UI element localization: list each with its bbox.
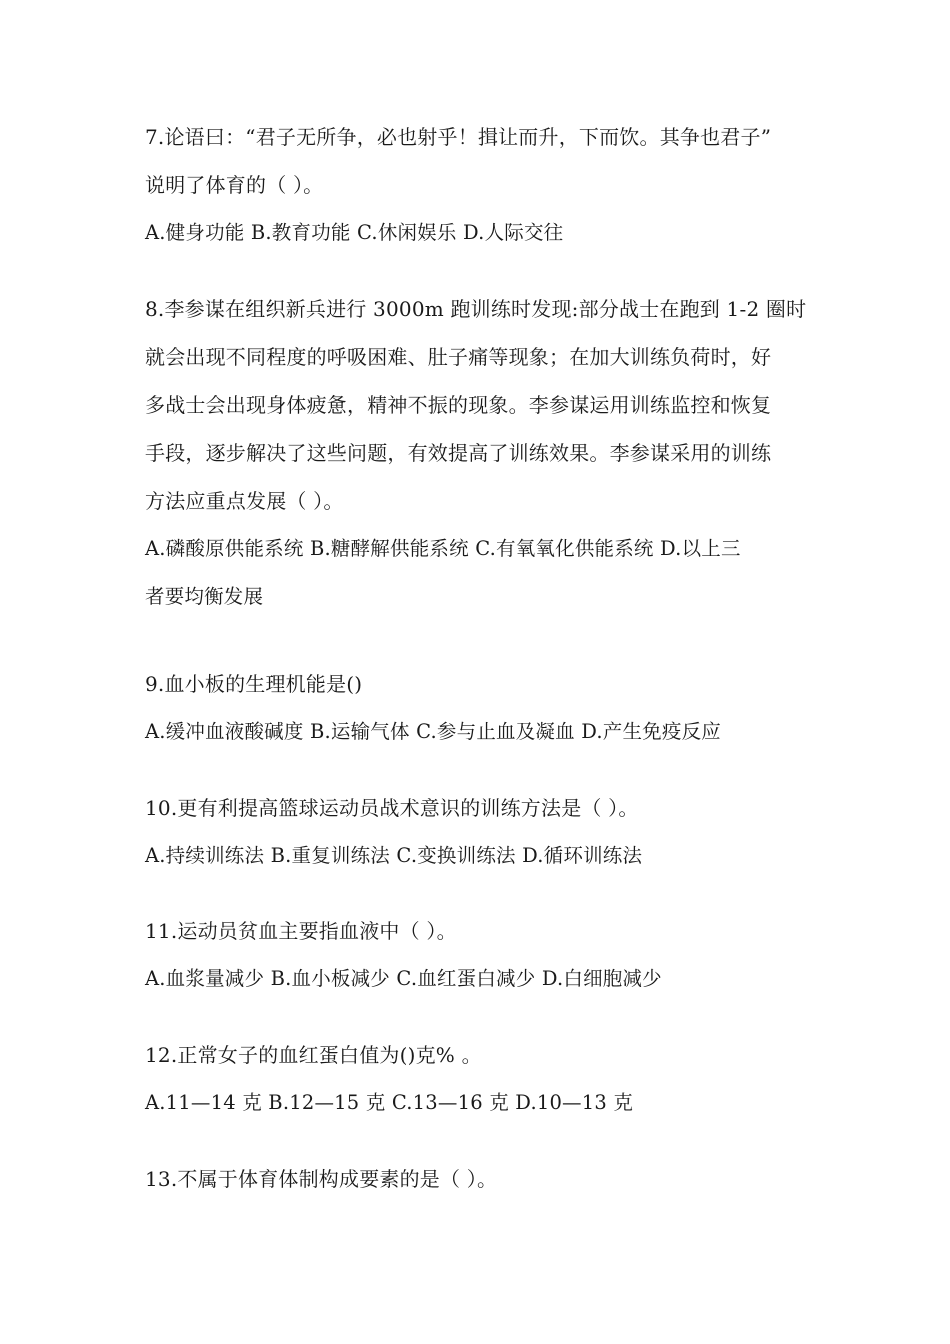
question-10	[145, 784, 815, 880]
question-text-line: 多战士会出现身体疲惫，精神不振的现象。李参谋运用训练监控和恢复	[145, 393, 772, 417]
question-text-line: 7.论语曰：“君子无所争，必也射乎！揖让而升，下而饮。其争也君子”	[145, 125, 772, 149]
question-8	[145, 285, 815, 621]
question-text-line: 就会出现不同程度的呼吸困难、肚子痛等现象；在加大训练负荷时，好	[145, 345, 772, 369]
question-11	[145, 907, 815, 1003]
question-text-line: 方法应重点发展（ ）。	[145, 489, 344, 513]
question-text-line: 说明了体育的（ ）。	[145, 173, 324, 197]
question-12	[145, 1031, 815, 1127]
question-text-line: 9.血小板的生理机能是()	[145, 672, 363, 696]
question-9	[145, 660, 815, 756]
question-13	[145, 1155, 815, 1203]
question-text-line: 手段，逐步解决了这些问题，有效提高了训练效果。李参谋采用的训练	[145, 441, 772, 465]
answer-options: A.持续训练法 B.重复训练法 C.变换训练法 D.循环训练法	[145, 844, 643, 867]
answer-options: A.磷酸原供能系统 B.糖酵解供能系统 C.有氧氧化供能系统 D.以上三	[145, 537, 741, 560]
question-text-line: 13.不属于体育体制构成要素的是（ ）。	[145, 1167, 498, 1191]
question-text-line: 8.李参谋在组织新兵进行 3000m 跑训练时发现:部分战士在跑到 1-2 圈时	[145, 297, 807, 321]
answer-options: A.健身功能 B.教育功能 C.休闲娱乐 D.人际交往	[145, 221, 564, 244]
question-7	[145, 113, 815, 257]
answer-options: A.缓冲血液酸碱度 B.运输气体 C.参与止血及凝血 D.产生免疫反应	[145, 720, 721, 743]
question-text-line: 10.更有利提高篮球运动员战术意识的训练方法是（ ）。	[145, 796, 639, 820]
answer-options: A.11—14 克 B.12—15 克 C.13—16 克 D.10—13 克	[145, 1091, 634, 1114]
answer-options: 者要均衡发展	[145, 585, 264, 608]
question-text-line: 11.运动员贫血主要指血液中（ ）。	[145, 919, 457, 943]
question-text-line: 12.正常女子的血红蛋白值为()克% 。	[145, 1043, 482, 1067]
answer-options: A.血浆量减少 B.血小板减少 C.血红蛋白减少 D.白细胞减少	[145, 967, 662, 990]
